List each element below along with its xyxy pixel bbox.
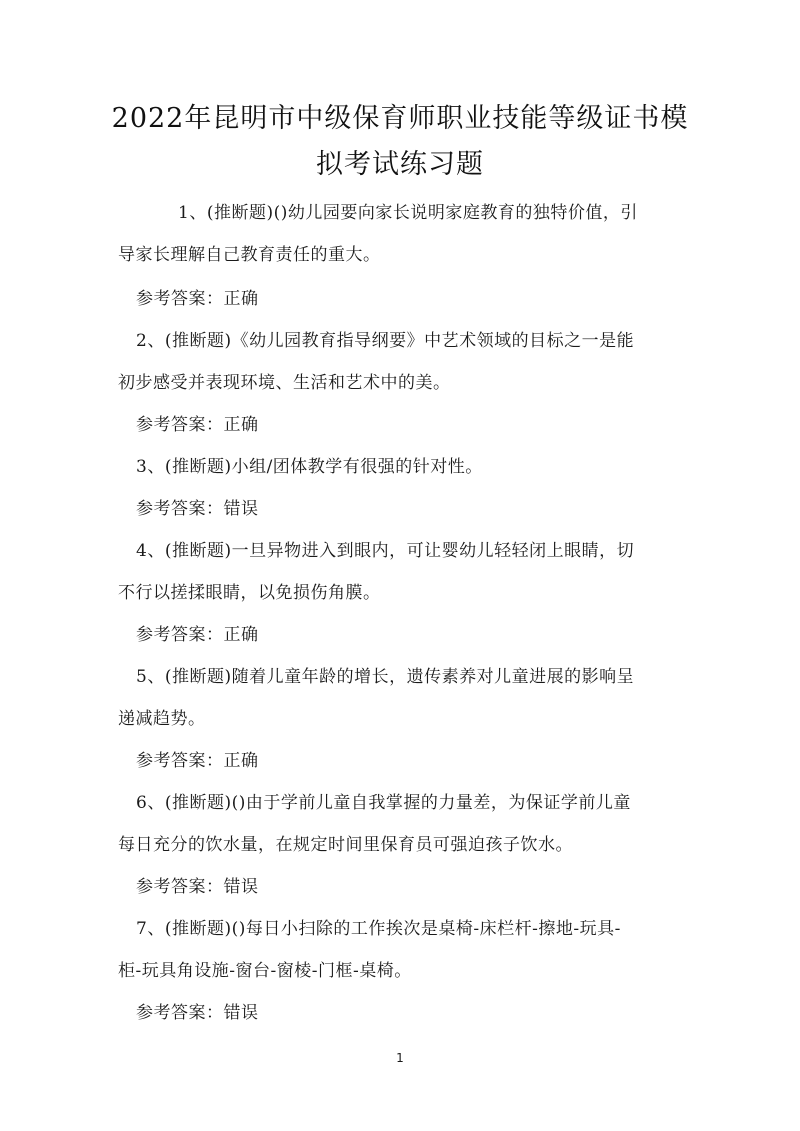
question-2-answer: 参考答案：正确 xyxy=(136,415,259,435)
question-2-line-1: 2、(推断题)《幼儿园教育指导纲要》中艺术领域的目标之一是能 xyxy=(136,331,635,351)
document-title-line2: 拟考试练习题 xyxy=(316,149,484,180)
question-1-line-2: 导家长理解自己教育责任的重大。 xyxy=(118,245,381,265)
question-4-answer: 参考答案：正确 xyxy=(136,625,259,645)
question-2-line-2: 初步感受并表现环境、生活和艺术中的美。 xyxy=(118,373,451,393)
document-title-line1: 2022年昆明市中级保育师职业技能等级证书模 xyxy=(111,103,689,134)
question-1-answer: 参考答案：正确 xyxy=(136,289,259,309)
question-7-line-1: 7、(推断题)()每日小扫除的工作挨次是桌椅-床栏杆-擦地-玩具- xyxy=(136,919,621,939)
question-6-line-2: 每日充分的饮水量，在规定时间里保育员可强迫孩子饮水。 xyxy=(118,835,573,855)
question-3-line-1: 3、(推断题)小组/团体教学有很强的针对性。 xyxy=(136,457,483,477)
question-4-line-2: 不行以搓揉眼睛，以免损伤角膜。 xyxy=(118,583,381,603)
question-6-answer: 参考答案：错误 xyxy=(136,877,259,897)
page-number: 1 xyxy=(396,1051,404,1065)
question-6-line-1: 6、(推断题)()由于学前儿童自我掌握的力量差，为保证学前儿童 xyxy=(136,793,631,813)
question-7-answer: 参考答案：错误 xyxy=(136,1003,259,1023)
question-5-answer: 参考答案：正确 xyxy=(136,751,259,771)
question-5-line-2: 递减趋势。 xyxy=(118,709,206,729)
question-5-line-1: 5、(推断题)随着儿童年龄的增长，遗传素养对儿童进展的影响呈 xyxy=(136,667,635,687)
question-7-line-2: 柜-玩具角设施-窗台-窗棱-门框-桌椅。 xyxy=(118,961,412,981)
question-1-line-1: 1、(推断题)()幼儿园要向家长说明家庭教育的独特价值，引 xyxy=(178,203,638,223)
question-3-answer: 参考答案：错误 xyxy=(136,499,259,519)
question-4-line-1: 4、(推断题)一旦异物进入到眼内，可让婴幼儿轻轻闭上眼睛，切 xyxy=(136,541,635,561)
